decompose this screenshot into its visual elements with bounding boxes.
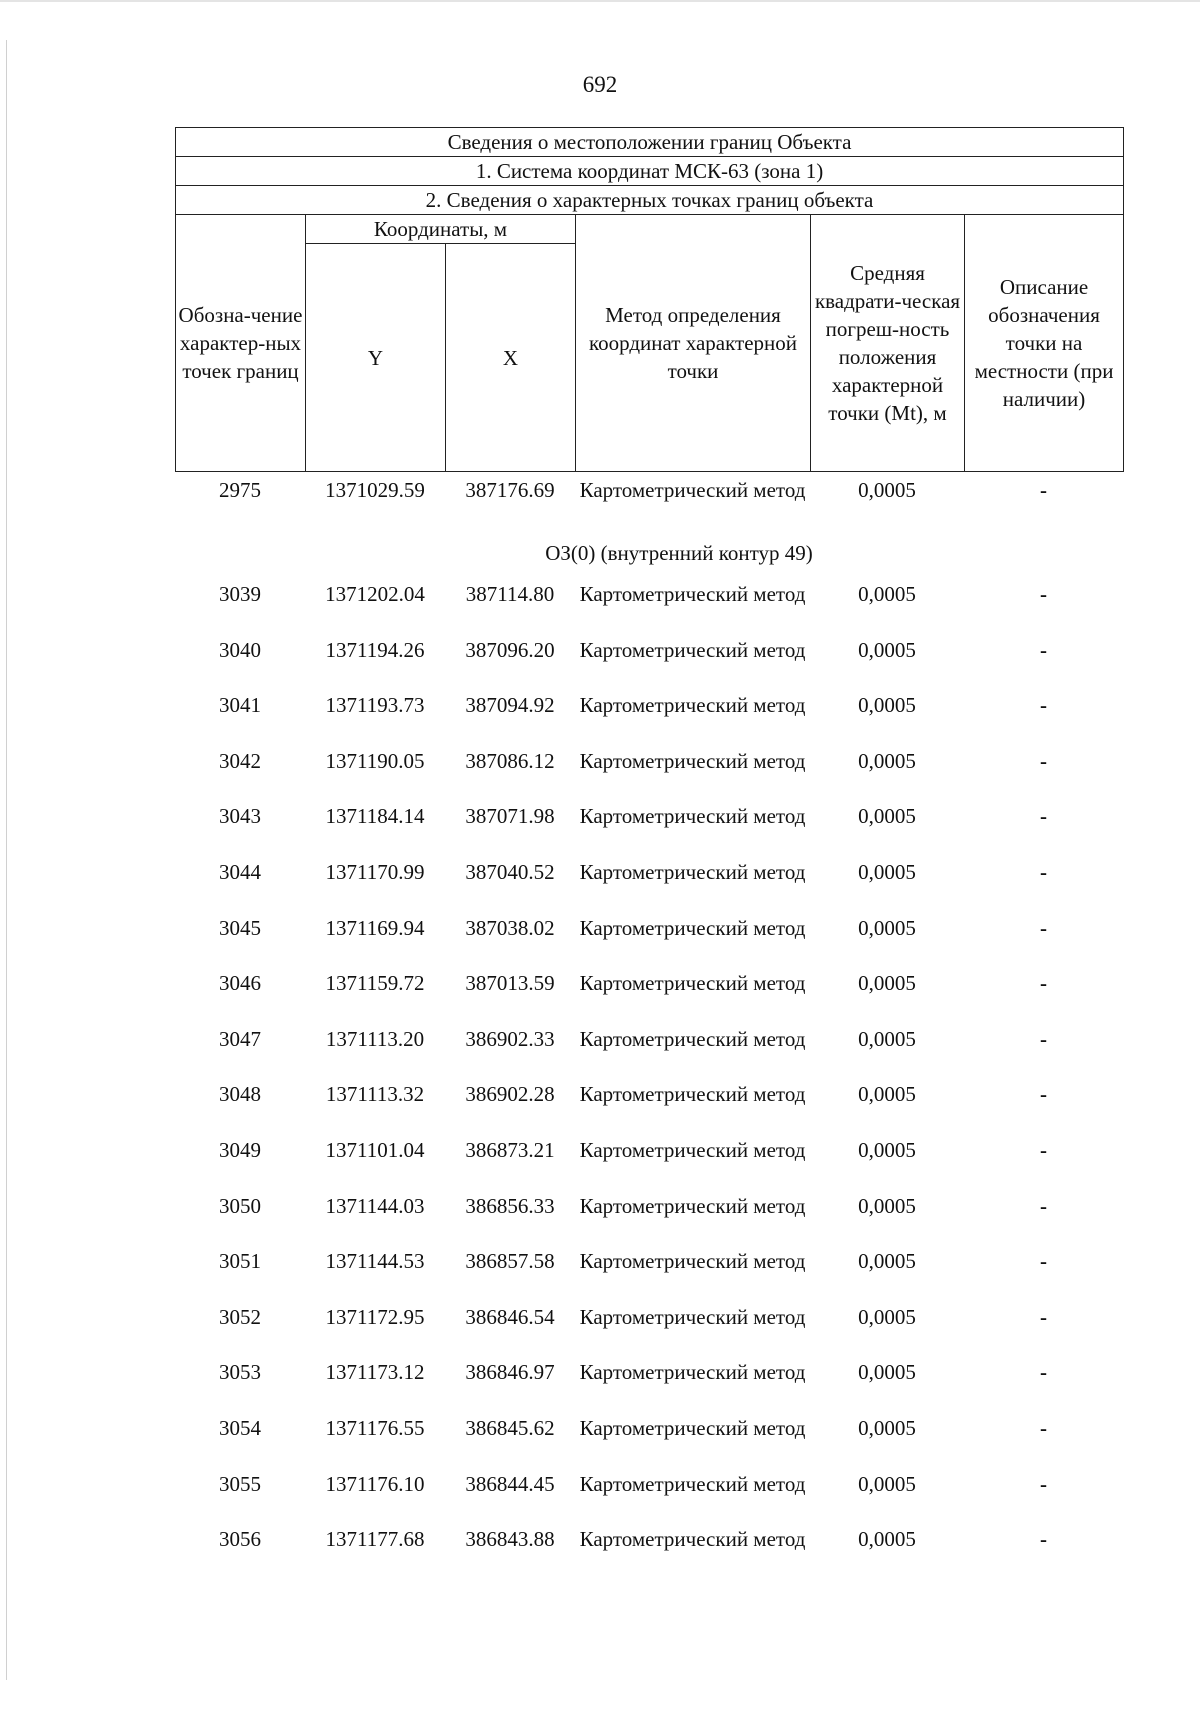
description: - — [1040, 582, 1047, 606]
header-table — [175, 127, 1124, 472]
coord-y: 1371172.95 — [325, 1304, 425, 1329]
error: 0,0005 — [858, 637, 916, 662]
point-id: 3052 — [219, 1304, 261, 1329]
error: 0,0005 — [858, 1193, 916, 1218]
table-row — [175, 476, 1123, 532]
coord-x: 386843.88 — [465, 1527, 555, 1552]
coord-x: 386846.97 — [465, 1360, 555, 1385]
table-row — [175, 914, 1123, 970]
error: 0,0005 — [858, 478, 916, 502]
coord-y: 1371202.04 — [325, 582, 425, 606]
point-id: 3054 — [219, 1415, 261, 1440]
table-row — [175, 1303, 1123, 1359]
error: 0,0005 — [858, 804, 916, 829]
table-row — [175, 636, 1123, 692]
col-header-y: Y — [306, 244, 446, 472]
method: Картометрический метод — [579, 915, 806, 940]
error: 0,0005 — [858, 582, 916, 606]
table-header — [175, 127, 1123, 472]
col-header-method: Метод определения координат характерной точки — [576, 215, 811, 472]
table-row — [175, 747, 1123, 803]
method: Картометрический метод — [579, 1527, 806, 1552]
coord-x: 387013.59 — [465, 971, 555, 996]
coord-y: 1371144.03 — [325, 1193, 425, 1218]
point-id: 3051 — [219, 1249, 261, 1274]
coord-x: 387038.02 — [465, 915, 555, 940]
error: 0,0005 — [858, 748, 916, 773]
coord-y: 1371113.32 — [325, 1082, 425, 1107]
point-id: 3050 — [219, 1193, 261, 1218]
description: - — [1040, 478, 1047, 502]
coord-x: 386873.21 — [465, 1137, 555, 1162]
error: 0,0005 — [858, 1360, 916, 1385]
description: - — [1040, 859, 1047, 884]
scan-margin-line — [6, 40, 7, 1680]
point-id: 3055 — [219, 1471, 261, 1496]
section-label: ОЗ(0) (внутренний контур 49) — [545, 541, 813, 565]
point-id: 3041 — [219, 693, 261, 718]
description: - — [1040, 1415, 1047, 1440]
error: 0,0005 — [858, 1082, 916, 1107]
coord-x: 386902.28 — [465, 1082, 555, 1107]
method: Картометрический метод — [579, 582, 806, 606]
coord-x: 387071.98 — [465, 804, 555, 829]
method: Картометрический метод — [579, 478, 806, 502]
table-row — [175, 1525, 1123, 1581]
point-id: 3039 — [219, 582, 261, 606]
rows-container — [175, 580, 1123, 1581]
point-id: 3046 — [219, 971, 261, 996]
coord-y: 1371193.73 — [325, 693, 425, 718]
scan-edge-line — [0, 0, 1200, 2]
description: - — [1040, 1137, 1047, 1162]
coord-y: 1371177.68 — [325, 1527, 425, 1552]
description: - — [1040, 1249, 1047, 1274]
coord-x: 386856.33 — [465, 1193, 555, 1218]
point-id: 3049 — [219, 1137, 261, 1162]
coord-y: 1371176.10 — [325, 1471, 425, 1496]
description: - — [1040, 1527, 1047, 1552]
method: Картометрический метод — [579, 1082, 806, 1107]
table-row — [175, 969, 1123, 1025]
description: - — [1040, 971, 1047, 996]
coord-y: 1371170.99 — [325, 859, 425, 884]
coord-x: 386846.54 — [465, 1304, 555, 1329]
description: - — [1040, 1304, 1047, 1329]
description: - — [1040, 748, 1047, 773]
table-row — [175, 1358, 1123, 1414]
coord-x: 386902.33 — [465, 1026, 555, 1051]
coord-y: 1371101.04 — [325, 1137, 425, 1162]
table-subtitle: 2. Сведения о характерных точках границ объекта — [176, 186, 1124, 215]
table-row — [175, 691, 1123, 747]
method: Картометрический метод — [579, 1360, 806, 1385]
table-row — [175, 1136, 1123, 1192]
coord-x: 387096.20 — [465, 637, 555, 662]
error: 0,0005 — [858, 1304, 916, 1329]
error: 0,0005 — [858, 1415, 916, 1440]
description: - — [1040, 637, 1047, 662]
table-row — [175, 1025, 1123, 1081]
error: 0,0005 — [858, 1249, 916, 1274]
coord-x: 387114.80 — [465, 582, 555, 606]
coord-x: 387094.92 — [465, 693, 555, 718]
method: Картометрический метод — [579, 1137, 806, 1162]
method: Картометрический метод — [579, 1415, 806, 1440]
point-id: 3056 — [219, 1527, 261, 1552]
error: 0,0005 — [858, 859, 916, 884]
description: - — [1040, 1082, 1047, 1107]
coord-y: 1371029.59 — [325, 478, 425, 502]
coord-y: 1371113.20 — [325, 1026, 425, 1051]
coordinate-system: 1. Система координат МСК-63 (зона 1) — [176, 157, 1124, 186]
method: Картометрический метод — [579, 637, 806, 662]
method: Картометрический метод — [579, 1249, 806, 1274]
coord-y: 1371173.12 — [325, 1360, 425, 1385]
error: 0,0005 — [858, 1026, 916, 1051]
coord-x: 387040.52 — [465, 859, 555, 884]
description: - — [1040, 1193, 1047, 1218]
coord-x: 386857.58 — [465, 1249, 555, 1274]
method: Картометрический метод — [579, 1026, 806, 1051]
coord-y: 1371184.14 — [325, 804, 425, 829]
coord-y: 1371190.05 — [325, 748, 425, 773]
point-id: 3053 — [219, 1360, 261, 1385]
point-id: 3047 — [219, 1026, 261, 1051]
method: Картометрический метод — [579, 859, 806, 884]
coord-x: 387176.69 — [465, 478, 555, 502]
coord-y: 1371176.55 — [325, 1415, 425, 1440]
method: Картометрический метод — [579, 971, 806, 996]
col-header-error: Средняя квадрати-ческая погреш-ность положения характерной точки (Mt), м — [811, 215, 965, 472]
table-row — [175, 580, 1123, 636]
coord-y: 1371159.72 — [325, 971, 425, 996]
point-id: 3044 — [219, 859, 261, 884]
method: Картометрический метод — [579, 804, 806, 829]
error: 0,0005 — [858, 1137, 916, 1162]
point-id: 3048 — [219, 1082, 261, 1107]
coord-x: 387086.12 — [465, 748, 555, 773]
table-title: Сведения о местоположении границ Объекта — [176, 128, 1124, 157]
col-header-x: X — [446, 244, 576, 472]
error: 0,0005 — [858, 693, 916, 718]
error: 0,0005 — [858, 1471, 916, 1496]
point-id: 2975 — [219, 478, 261, 502]
coord-y: 1371144.53 — [325, 1249, 425, 1274]
error: 0,0005 — [858, 1527, 916, 1552]
table-row — [175, 1414, 1123, 1470]
col-header-designation: Обозна-чение характер-ных точек границ — [176, 215, 306, 472]
point-id: 3045 — [219, 915, 261, 940]
method: Картометрический метод — [579, 1471, 806, 1496]
table-row — [175, 1192, 1123, 1248]
description: - — [1040, 1026, 1047, 1051]
point-id: 3040 — [219, 637, 261, 662]
point-id: 3042 — [219, 748, 261, 773]
description: - — [1040, 804, 1047, 829]
description: - — [1040, 915, 1047, 940]
description: - — [1040, 693, 1047, 718]
method: Картометрический метод — [579, 748, 806, 773]
method: Картометрический метод — [579, 1193, 806, 1218]
table-row — [175, 858, 1123, 914]
page-number: 692 — [582, 72, 618, 97]
coord-x: 386844.45 — [465, 1471, 555, 1496]
description: - — [1040, 1471, 1047, 1496]
table-body — [175, 476, 1123, 1581]
table-row — [175, 1080, 1123, 1136]
coord-x: 386845.62 — [465, 1415, 555, 1440]
coord-y: 1371194.26 — [325, 637, 425, 662]
point-id: 3043 — [219, 804, 261, 829]
coord-y: 1371169.94 — [325, 915, 425, 940]
col-header-description: Описание обозначения точки на местности (при наличии) — [965, 215, 1124, 472]
table-row — [175, 1247, 1123, 1303]
table-row — [175, 1470, 1123, 1526]
error: 0,0005 — [858, 915, 916, 940]
col-header-coordinates: Координаты, м — [306, 215, 576, 244]
description: - — [1040, 1360, 1047, 1385]
table-row — [175, 802, 1123, 858]
method: Картометрический метод — [579, 693, 806, 718]
error: 0,0005 — [858, 971, 916, 996]
method: Картометрический метод — [579, 1304, 806, 1329]
